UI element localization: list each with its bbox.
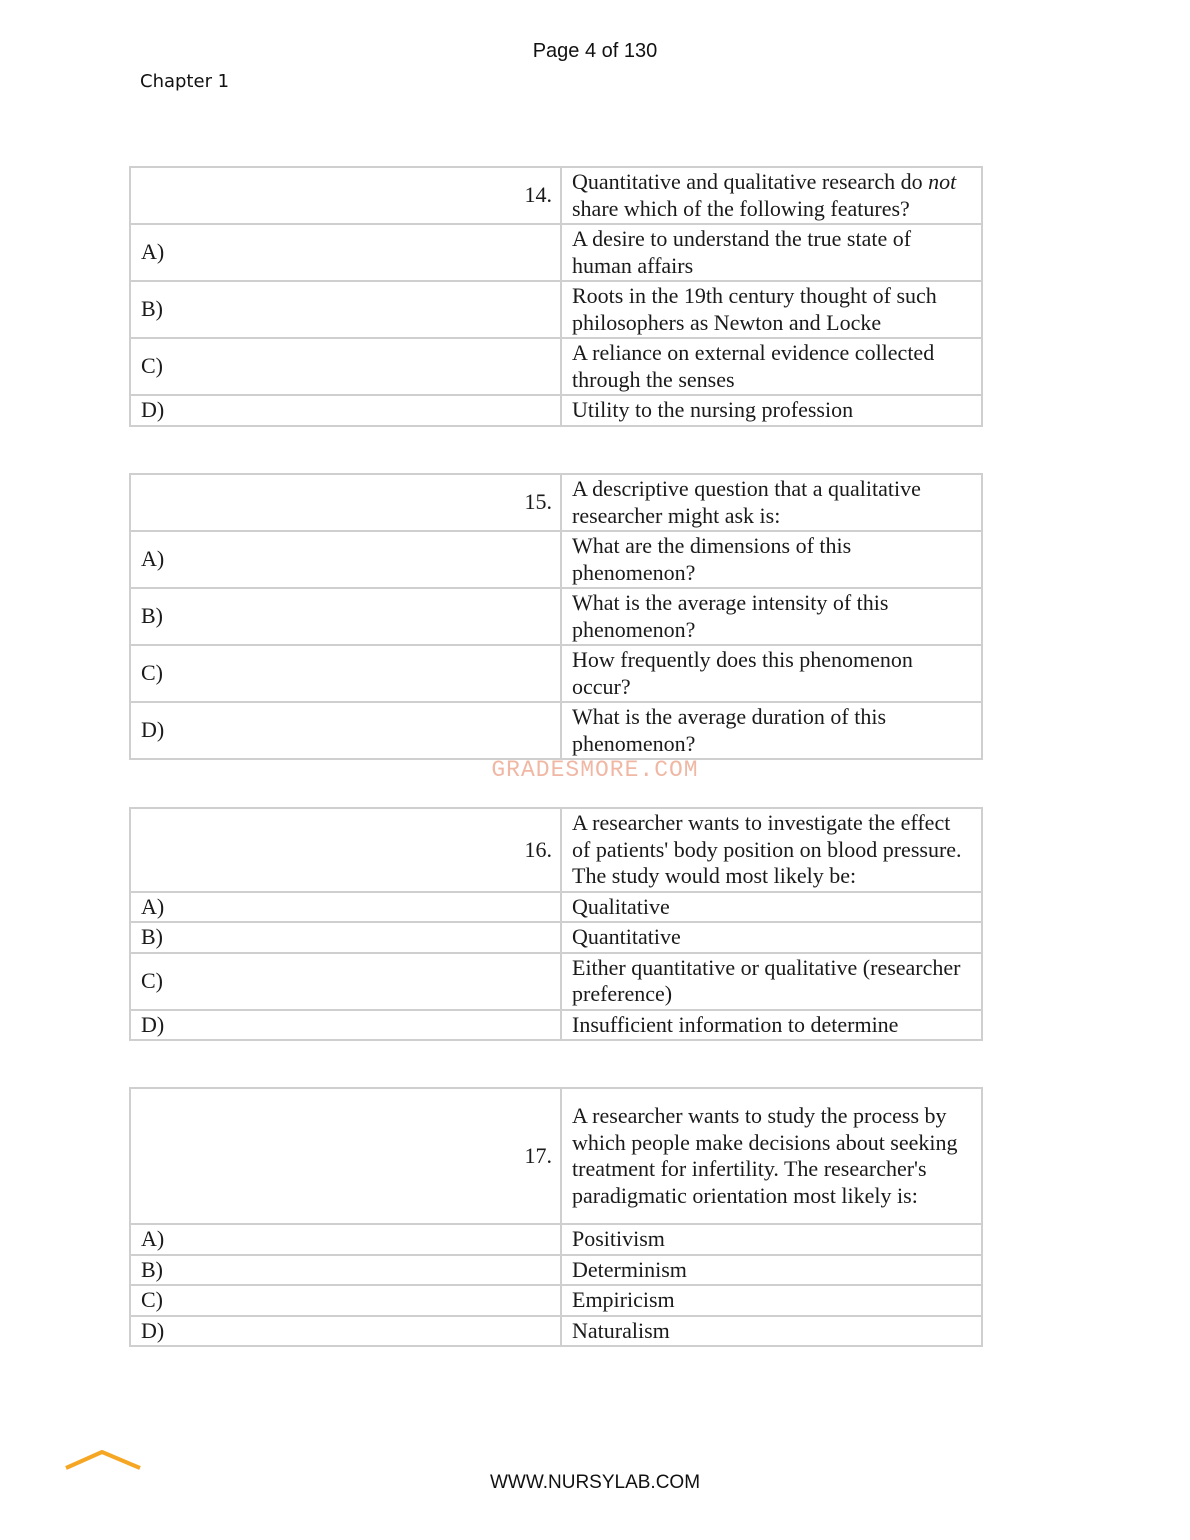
stem-emphasis: not — [928, 169, 957, 194]
option-row — [130, 281, 982, 338]
option-letter: C) — [130, 338, 561, 395]
option-letter: D) — [130, 702, 561, 759]
stem-part: Quantitative and qualitative research do — [572, 169, 929, 194]
footer-url: WWW.NURSYLAB.COM — [489, 1472, 701, 1493]
option-row — [130, 702, 982, 759]
option-text: Determinism — [561, 1255, 982, 1286]
option-row — [130, 395, 982, 426]
page-number: Page 4 of 130 — [532, 40, 658, 62]
option-text: Empiricism — [561, 1285, 982, 1316]
question-row — [130, 167, 982, 224]
option-row — [130, 224, 982, 281]
option-text: A reliance on external evidence collected through the senses — [561, 338, 982, 395]
option-row — [130, 645, 982, 702]
option-letter: A) — [130, 892, 561, 923]
option-row — [130, 531, 982, 588]
question-row — [130, 474, 982, 531]
option-text: Qualitative — [561, 892, 982, 923]
option-text: What is the average intensity of this phenomenon? — [561, 588, 982, 645]
option-letter: C) — [130, 953, 561, 1010]
stem-part: share which of the following features? — [572, 195, 910, 221]
question-number: 16. — [130, 808, 561, 892]
option-text: Roots in the 19th century thought of such philosophers as Newton and Locke — [561, 281, 982, 338]
option-text: How frequently does this phenomenon occur? — [561, 645, 982, 702]
option-row — [130, 1010, 982, 1041]
option-row — [130, 892, 982, 923]
question-number: 14. — [130, 167, 561, 224]
option-letter: A) — [130, 1224, 561, 1255]
option-letter: D) — [130, 395, 561, 426]
option-row — [130, 922, 982, 953]
question-stem: A researcher wants to investigate the effect of patients' body position on blood pressure. The study would most likely be: — [561, 808, 982, 892]
option-text: Utility to the nursing profession — [561, 395, 982, 426]
question-number: 15. — [130, 474, 561, 531]
option-letter: B) — [130, 281, 561, 338]
option-text: A desire to understand the true state of human affairs — [561, 224, 982, 281]
question-number: 17. — [130, 1088, 561, 1224]
chapter-label: Chapter 1 — [140, 71, 230, 92]
option-letter: B) — [130, 1255, 561, 1286]
option-text: Quantitative — [561, 922, 982, 953]
question-17-table — [129, 1087, 983, 1347]
option-letter: D) — [130, 1316, 561, 1347]
option-letter: C) — [130, 645, 561, 702]
option-text: What is the average duration of this phenomenon? — [561, 702, 982, 759]
option-row — [130, 1224, 982, 1255]
option-letter: B) — [130, 588, 561, 645]
option-text: Positivism — [561, 1224, 982, 1255]
option-letter: C) — [130, 1285, 561, 1316]
question-stem: A researcher wants to study the process by which people make decisions about seeking treatment for infertility. The researcher's paradigmatic orientation most likely is: — [561, 1088, 982, 1224]
watermark: GRADESMORE.COM — [491, 757, 699, 783]
roof-logo-icon — [64, 1446, 144, 1472]
option-row — [130, 1285, 982, 1316]
option-row — [130, 338, 982, 395]
option-letter: D) — [130, 1010, 561, 1041]
question-stem — [561, 167, 982, 224]
question-15-table — [129, 473, 983, 760]
option-letter: B) — [130, 922, 561, 953]
option-row — [130, 1316, 982, 1347]
question-row — [130, 808, 982, 892]
option-letter: A) — [130, 531, 561, 588]
option-row — [130, 588, 982, 645]
question-stem: A descriptive question that a qualitative researcher might ask is: — [561, 474, 982, 531]
question-16-table — [129, 807, 983, 1041]
option-row — [130, 1255, 982, 1286]
option-letter: A) — [130, 224, 561, 281]
question-row — [130, 1088, 982, 1224]
option-text: What are the dimensions of this phenomenon? — [561, 531, 982, 588]
option-row — [130, 953, 982, 1010]
option-text: Insufficient information to determine — [561, 1010, 982, 1041]
option-text: Either quantitative or qualitative (researcher preference) — [561, 953, 982, 1010]
question-14-table — [129, 166, 983, 427]
option-text: Naturalism — [561, 1316, 982, 1347]
